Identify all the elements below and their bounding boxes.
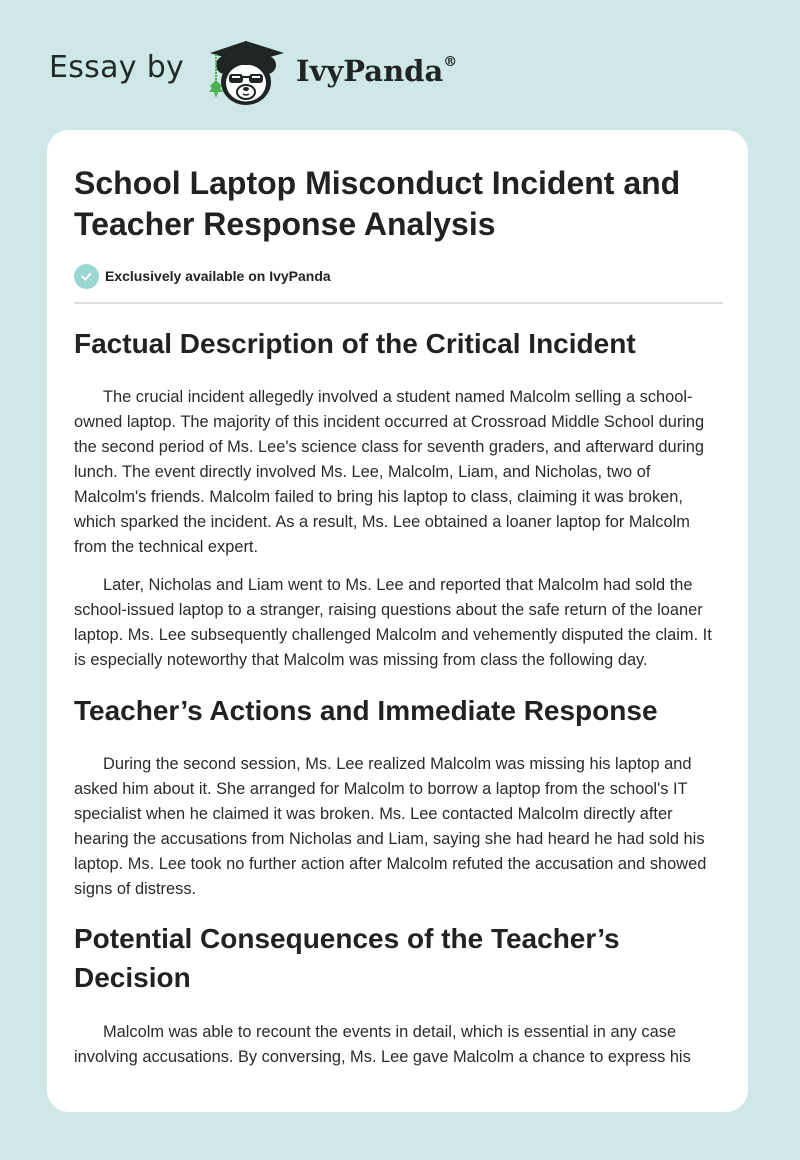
paragraph: Malcolm was able to recount the events in detail, which is essential in any case involving accusations. By conversing, Ms. Lee gave Malcolm a chance to express his xyxy=(74,1023,691,1066)
panda-logo-icon[interactable] xyxy=(202,36,290,108)
page-title: School Laptop Misconduct Incident and Teacher Response Analysis xyxy=(74,165,681,242)
paragraph: Later, Nicholas and Liam went to Ms. Lee and reported that Malcolm had sold the school-issued laptop to a stranger, raising questions about the safe return of the loaner laptop. Ms. Lee subsequently challenged Malcolm and vehemently disputed the claim. It is especially noteworthy that Malcolm was missing from class the following day. xyxy=(74,576,712,669)
brand-name-text: IvyPanda xyxy=(296,54,444,88)
badge-text: Exclusively available on IvyPanda xyxy=(105,268,331,284)
divider xyxy=(74,302,723,304)
section-heading: Factual Description of the Critical Incident xyxy=(74,328,636,359)
section-heading: Teacher’s Actions and Immediate Response xyxy=(74,695,658,726)
check-circle-icon xyxy=(74,264,99,289)
essay-card xyxy=(47,130,748,1112)
essay-by-label: Essay by xyxy=(49,50,185,85)
registered-mark: ® xyxy=(443,54,458,71)
exclusive-badge xyxy=(74,263,331,289)
section-heading: Potential Consequences of the Teacher’s Decision xyxy=(74,923,620,993)
ivypanda-wordmark[interactable] xyxy=(296,54,457,88)
paragraph: The crucial incident allegedly involved a student named Malcolm selling a school-owned laptop. The majority of this incident occurred at Crossroad Middle School during the second period of Ms. Lee's science class for seventh graders, and afterward during lunch. The event directly involved Ms. Lee, Malcolm, Liam, and Nicholas, two of Malcolm's friends. Malcolm failed to bring his laptop to class, claiming it was broken, which sparked the incident. As a result, Ms. Lee obtained a loaner laptop for Malcolm from the technical expert. xyxy=(74,388,705,556)
paragraph: During the second session, Ms. Lee realized Malcolm was missing his laptop and asked him about it. She arranged for Malcolm to borrow a laptop from the school's IT specialist when he claimed it was broken. Ms. Lee contacted Malcolm directly after hearing the accusations from Nicholas and Liam, saying she had heard he had sold his laptop. Ms. Lee took no further action after Malcolm refuted the accusation and showed signs of distress. xyxy=(74,755,707,898)
site-header xyxy=(0,0,800,130)
